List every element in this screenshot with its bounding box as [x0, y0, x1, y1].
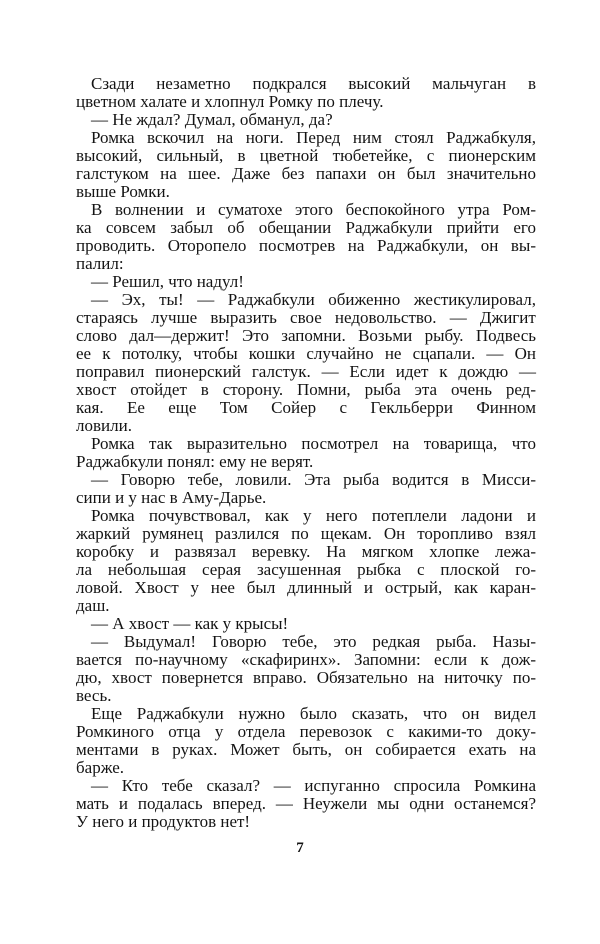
text-line: цветном халате и хлопнул Ромку по плечу. [76, 92, 384, 111]
text-line: Раджабкули понял: ему не верят. [76, 452, 314, 471]
text-line: ка совсем забыл об обещании Раджабкули прийти его [76, 218, 536, 237]
text-line: стараясь лучше выразить свое недовольство. — Джигит [76, 308, 536, 327]
text-line: — Не ждал? Думал, обманул, да? [91, 110, 333, 129]
text-line: сипи и у нас в Аму-Дарье. [76, 488, 267, 507]
page-number: 7 [296, 840, 304, 856]
paragraph [76, 615, 536, 633]
paragraph [76, 507, 536, 615]
text-line: кая. Ее еще Том Сойер с Гекльберри Финном [76, 398, 536, 417]
paragraph [76, 633, 536, 705]
text-line: проводить. Оторопело посмотрев на Раджабкули, он вы- [76, 236, 536, 255]
text-line: В волнении и суматохе этого беспокойного утра Ром- [91, 200, 536, 219]
paragraph [76, 291, 536, 435]
text-line: ла небольшая серая засушенная рыбка с плоской го- [76, 560, 536, 579]
text-line: выше Ромки. [76, 182, 170, 201]
paragraph [76, 75, 536, 111]
text-line: слово дал—держит! Это запомни. Возьми рыбу. Подвесь [76, 326, 536, 345]
text-line: ловили. [76, 416, 132, 435]
text-line: дю, хвост повернется вправо. Обязательно на ниточку по- [76, 668, 536, 687]
text-line: Ромка так выразительно посмотрел на товарища, что [91, 434, 536, 453]
text-line: — А хвост — как у крысы! [91, 614, 289, 633]
text-line: хвост отойдет в сторону. Помни, рыба эта очень ред- [76, 380, 536, 399]
paragraph [76, 129, 536, 201]
text-line: ментами в руках. Может быть, он собирается ехать на [76, 740, 536, 759]
text-line: ловой. Хвост у нее был длинный и острый, как каран- [76, 578, 536, 597]
text-line: барже. [76, 758, 125, 777]
text-line: палил: [76, 254, 124, 273]
text-line: — Кто тебе сказал? — испуганно спросила Ромкина [91, 776, 536, 795]
text-line: жаркий румянец разлился по щекам. Он торопливо взял [76, 524, 536, 543]
text-line: — Говорю тебе, ловили. Эта рыба водится в Мисси- [91, 470, 536, 489]
text-line: высокий, сильный, в цветной тюбетейке, с пионерским [76, 146, 536, 165]
text-line: Сзади незаметно подкрался высокий мальчуган в [91, 74, 536, 93]
text-line: весь. [76, 686, 112, 705]
text-line: У него и продуктов нет! [76, 812, 251, 831]
text-line: поправил пионерский галстук. — Если идет к дождю — [76, 362, 536, 381]
paragraph [76, 111, 536, 129]
text-line: мать и подалась вперед. — Неужели мы одни останемся? [76, 794, 536, 813]
text-line: Ромка почувствовал, как у него потеплели ладони и [91, 506, 536, 525]
text-line: вается по-научному «скафиринх». Запомни: если к дож- [76, 650, 536, 669]
paragraph [76, 705, 536, 777]
paragraph [76, 471, 536, 507]
text-line: — Выдумал! Говорю тебе, это редкая рыба. Назы- [91, 632, 536, 651]
text-line: Ромка вскочил на ноги. Перед ним стоял Раджабкуля, [91, 128, 536, 147]
paragraph [76, 201, 536, 273]
text-line: галстуком на шее. Даже без папахи он был значительно [76, 164, 536, 183]
text-line: даш. [76, 596, 110, 615]
text-line: Еще Раджабкули нужно было сказать, что он видел [91, 704, 536, 723]
text-line: коробку и развязал веревку. На мягком хлопке лежа- [76, 542, 536, 561]
paragraph [76, 273, 536, 291]
text-line: ее к потолку, чтобы кошки случайно не сцапали. — Он [76, 344, 536, 363]
paragraph [76, 777, 536, 831]
text-line: Ромкиного отца у отдела перевозок с какими-то доку- [76, 722, 536, 741]
text-line: — Эх, ты! — Раджабкули обиженно жестикулировал, [91, 290, 536, 309]
body-text [76, 75, 536, 831]
paragraph [76, 435, 536, 471]
text-line: — Решил, что надул! [91, 272, 244, 291]
